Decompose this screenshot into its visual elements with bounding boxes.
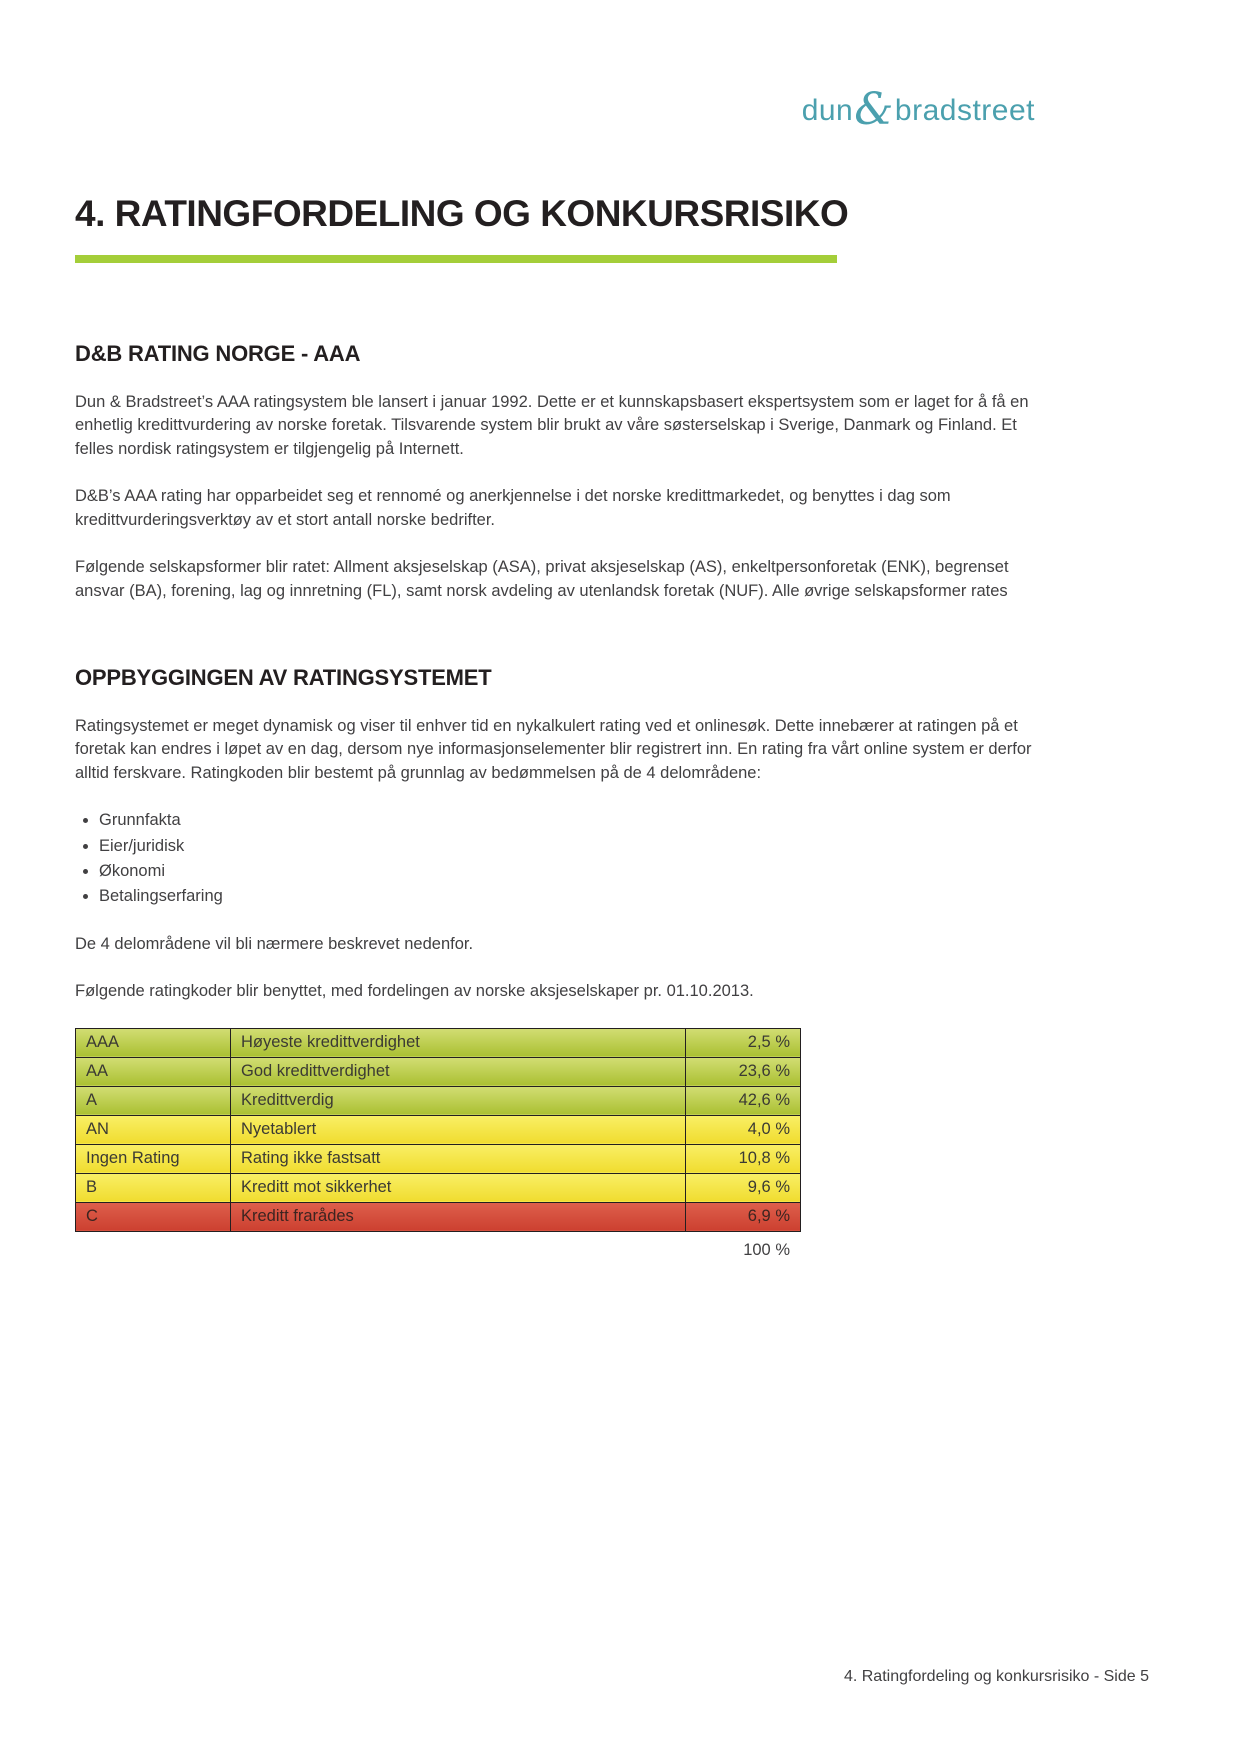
accent-bar bbox=[75, 255, 837, 263]
rating-label: Kreditt mot sikkerhet bbox=[231, 1173, 686, 1202]
rating-value: 23,6 % bbox=[686, 1057, 801, 1086]
bullet-item: • Grunnfakta bbox=[99, 809, 1035, 832]
bullet-item: • Økonomi bbox=[99, 860, 1035, 883]
page-title: 4. RATINGFORDELING OG KONKURSRISIKO bbox=[75, 193, 849, 234]
section-heading-db-rating-norge: D&B RATING NORGE - AAA bbox=[75, 341, 361, 366]
paragraph: D&B’s AAA rating har opparbeidet seg et rennomé og anerkjennelse i det norske kredittmarkedet, og benyttes i dag som kredittvurderingsverktøy av et stort antall norske bedrifter. bbox=[75, 487, 951, 529]
table-row bbox=[76, 1144, 801, 1173]
rating-label: Rating ikke fastsatt bbox=[231, 1144, 686, 1173]
paragraph: Følgende selskapsformer blir ratet: Allment aksjeselskap (ASA), privat aksjeselskap (AS), enkeltpersonforetak (ENK), begrenset ansvar (BA), forening, lag og innretning (FL), samt norsk avdeling av utenlandsk foretak (NUF). Alle øvrige selskapsformer rates bbox=[75, 558, 1009, 600]
rating-code: Ingen Rating bbox=[76, 1144, 231, 1173]
table-row bbox=[76, 1057, 801, 1086]
paragraph: Ratingsystemet er meget dynamisk og viser til enhver tid en nykalkulert rating ved et onlinesøk. Dette innebærer at ratingen på et foretak kan endres i løpet av en dag, dersom nye informasjonselementer blir registrert inn. En rating fra vårt online system er derfor alltid ferskvare. Ratingkoden blir bestemt på grunnlag av bedømmelsen på de 4 delområdene: bbox=[75, 716, 1032, 782]
dnb-logo bbox=[0, 0, 1241, 135]
rating-distribution-table bbox=[75, 1028, 801, 1232]
page-footer: 4. Ratingfordeling og konkursrisiko - Side 5 bbox=[843, 1668, 1149, 1685]
rating-label: Kreditt frarådes bbox=[231, 1202, 686, 1231]
rating-label: Kredittverdig bbox=[231, 1086, 686, 1115]
table-row bbox=[76, 1173, 801, 1202]
rating-code: B bbox=[76, 1173, 231, 1202]
table-row bbox=[76, 1086, 801, 1115]
paragraph: Dun & Bradstreet’s AAA ratingsystem ble lansert i januar 1992. Dette er et kunnskapsbasert ekspertsystem som er laget for å få en enhetlig kredittvurdering av norske foretak. Tilsvarende system blir brukt av våre søsterselskap i Sverige, Danmark og Finland. Et felles nordisk ratingsystem er tilgjengelig på Internett. bbox=[75, 393, 1029, 458]
logo-ampersand-icon: & bbox=[854, 84, 894, 135]
paragraph: Følgende ratingkoder blir benyttet, med fordelingen av norske aksjeselskaper pr. 01.10.2013. bbox=[75, 982, 754, 1001]
rating-code: AAA bbox=[76, 1028, 231, 1057]
rating-code: C bbox=[76, 1202, 231, 1231]
rating-value: 2,5 % bbox=[686, 1028, 801, 1057]
table-total: 100 % bbox=[743, 1240, 790, 1259]
rating-code: A bbox=[76, 1086, 231, 1115]
rating-value: 4,0 % bbox=[686, 1115, 801, 1144]
rating-value: 10,8 % bbox=[686, 1144, 801, 1173]
paragraph: De 4 delområdene vil bli nærmere beskrevet nedenfor. bbox=[75, 934, 474, 953]
rating-value: 42,6 % bbox=[686, 1086, 801, 1115]
table-row bbox=[76, 1028, 801, 1057]
rating-areas-list bbox=[75, 809, 1035, 909]
rating-value: 6,9 % bbox=[686, 1202, 801, 1231]
section-heading-oppbyggingen: OPPBYGGINGEN AV RATINGSYSTEMET bbox=[75, 664, 492, 690]
rating-label: Nyetablert bbox=[231, 1115, 686, 1144]
logo-word-dun: dun bbox=[801, 94, 854, 127]
logo-word-bradstreet: bradstreet bbox=[894, 94, 1035, 127]
rating-code: AN bbox=[76, 1115, 231, 1144]
table-row bbox=[76, 1115, 801, 1144]
rating-value: 9,6 % bbox=[686, 1173, 801, 1202]
rating-label: God kredittverdighet bbox=[231, 1057, 686, 1086]
table-row bbox=[76, 1202, 801, 1231]
rating-label: Høyeste kredittverdighet bbox=[231, 1028, 686, 1057]
bullet-item: • Eier/juridisk bbox=[99, 835, 1035, 858]
bullet-item: • Betalingserfaring bbox=[99, 885, 1035, 908]
rating-code: AA bbox=[76, 1057, 231, 1086]
